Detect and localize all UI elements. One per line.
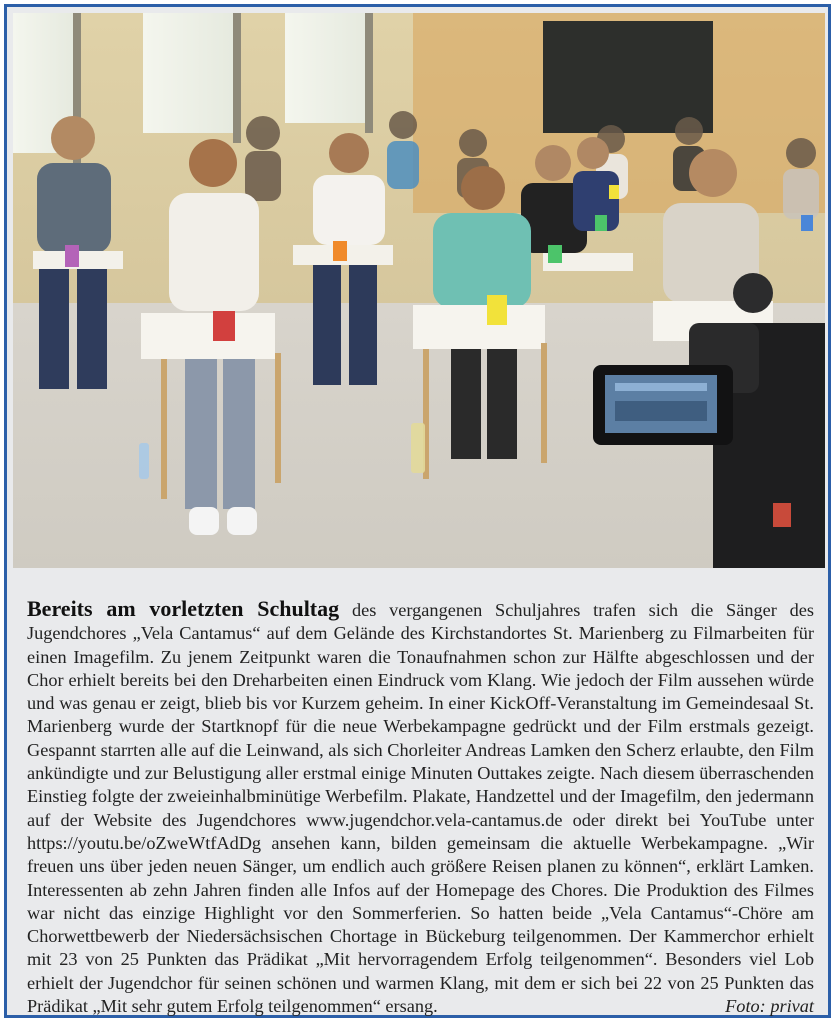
blackboard [543, 21, 713, 133]
purple-cup [65, 245, 79, 267]
orange-cup [333, 241, 347, 261]
newspaper-clipping [4, 4, 831, 1018]
article-lead: Bereits am vorletzten Schultag [27, 596, 340, 621]
green-cup [548, 245, 562, 263]
choir-photo [13, 13, 825, 568]
article-text [27, 597, 814, 1018]
front-desk-left [141, 313, 275, 359]
article-body: des vergangenen Schuljahres trafen sich die Sänger des Jugendchores „Vela Cantamus“ auf dem Gelände des Kirchstandortes St. Marienberg zu Filmarbeiten für einen Imagefilm. Zu jenem Zeitpunkt waren die Tonaufnahmen schon zur Hälfte abgeschlossen und der Chor erhielt bereits bei den Dreharbeiten einen Eindruck vom Klang. Wie jedoch der Film aussehen würde und was genau er zeigt, blieb bis vor Kurzem geheim. In einer KickOff-Veranstaltung im Gemeindesaal St. Marienberg wurde der Startknopf für die neue Werbekampagne gedrückt und der Film erstmals gezeigt. Gespannt starrten alle auf die Leinwand, als sich Chorleiter Andreas Lamken den Scherz erlaubte, den Film ankündigte und zur Belustigung aller erstmal einige Minuten Outtakes zeigte. Nach diesem überraschenden Einstieg folgte der zweieinhalbminütige Werbefilm. Plakate, Handzettel und der Imagefilm, den jedermann auf der Website des Jugendchores www.jugendchor.vela-cantamus.de oder direkt bei YouTube unter https://youtu.be/oZweWtfAdDg ansehen kann, bilden gemeinsam die aktuelle Werbekampagne. „Wir freuen uns über jeden neuen Sänger, um endlich auch größere Reisen planen zu können“, erklärt Lamken. Interessenten ab zehn Jahren finden alle Infos auf der Homepage des Chores. Die Produktion des Filmes war nicht das einzige Highlight vor den Sommerferien. So hatten beide „Vela Cantamus“-Chöre am Chorwettbewerb der Niedersächsischen Chortage in Bückeburg teilgenommen. Der Kammerchor erhielt mit 23 von 25 Punkten das Prädikat „Mit hervorragendem Erfolg teilgenommen“. Besonders viel Lob erhielt der Jugendchor für seinen schönen und warmen Klang, mit dem er sich bei 22 von 25 Punkten das Prädikat „Mit sehr gutem Erfolg teilgenommen“ ersang. [27, 600, 814, 1017]
red-cup [213, 311, 235, 341]
photo-credit-inline: Foto: privat [725, 996, 814, 1017]
front-desk-center [413, 305, 545, 349]
yellow-cup [487, 295, 507, 325]
